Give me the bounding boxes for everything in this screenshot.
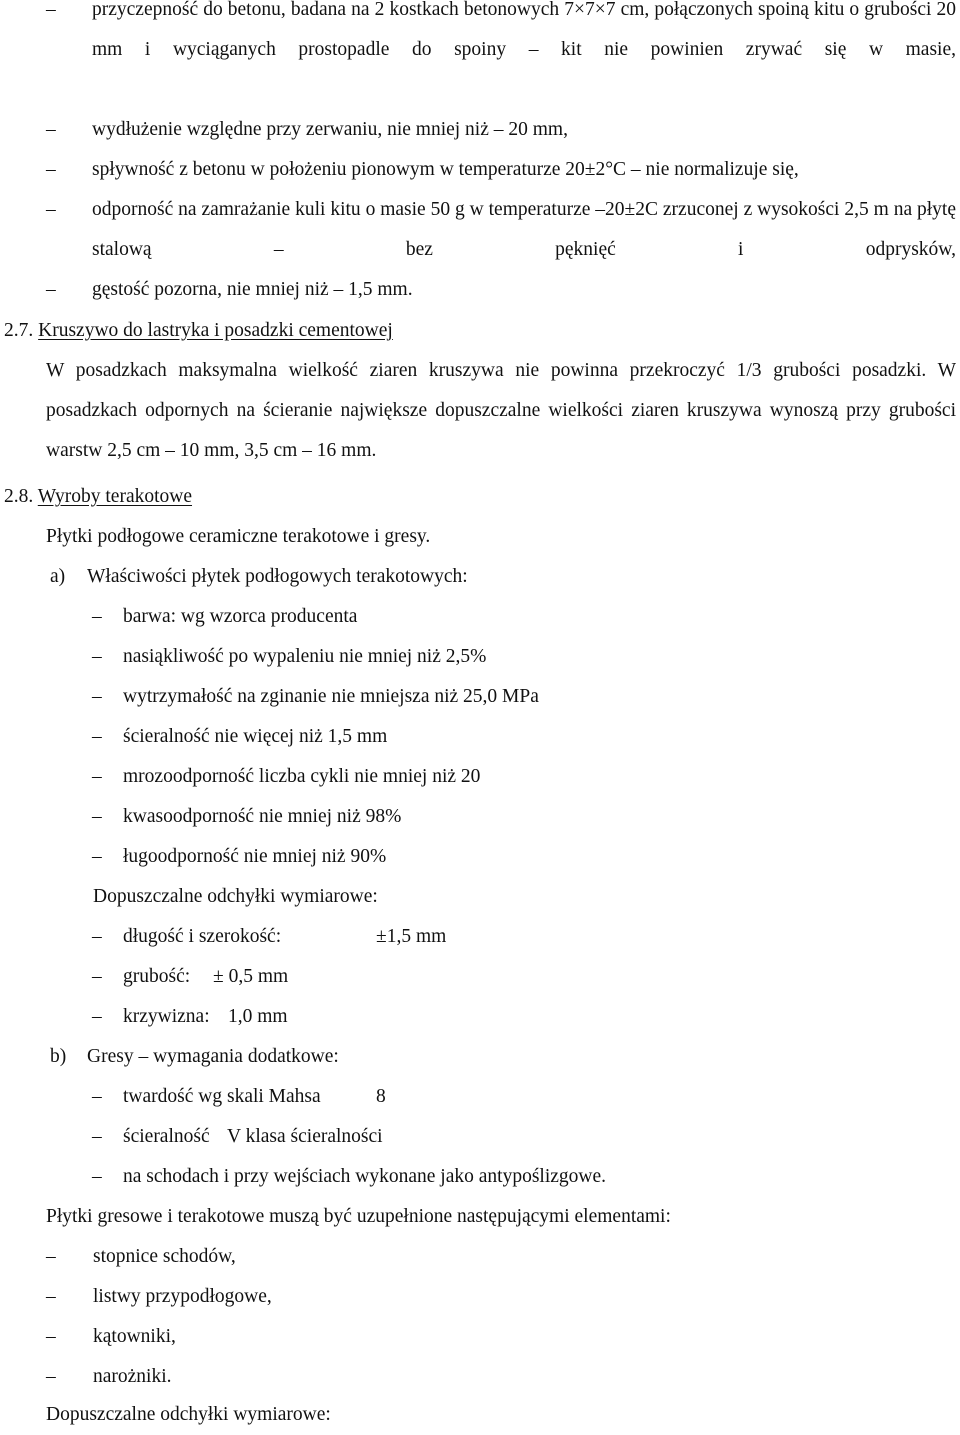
tolerance-label: długość i szerokość: [123,926,282,947]
list-dash: – [92,766,102,787]
section-number: 2.7. [4,320,34,341]
list-dash: – [46,119,56,140]
section-heading-2-7 [4,311,393,351]
list-item-text: nasiąkliwość po wypaleniu nie mniej niż 2,5% [123,646,487,667]
list-item: wydłużenie względne przy zerwaniu, nie mniej niż – 20 mm, [92,119,568,140]
list-item: gęstość pozorna, nie mniej niż – 1,5 mm. [92,279,413,300]
subsection-title: Właściwości płytek podłogowych terakotowych: [87,566,468,587]
tolerance-value: ± 0,5 mm [213,966,289,987]
list-item: odporność na zamrażanie kuli kitu o masie 50 g w temperaturze –20±2C zrzuconej z wysokości 2,5 m na płytę stalową – bez pęknięć i odprysków, [92,199,956,260]
tolerance-label: krzywizna: [123,1006,210,1027]
complement-title: Płytki gresowe i terakotowe muszą być uzupełnione następującymi elementami: [46,1206,671,1227]
list-dash: – [46,1246,56,1267]
subsection-a [50,557,468,597]
section-number: 2.8. [4,486,34,507]
list-dash: – [92,726,102,747]
list-dash: – [46,1366,56,1387]
tolerance-value: 1,0 mm [228,1006,288,1027]
subsection-b [50,1037,339,1077]
final-line: Dopuszczalne odchyłki wymiarowe: [46,1404,331,1425]
section-title: Kruszywo do lastryka i posadzki cementowej [38,320,393,341]
list-dash: – [92,926,102,947]
list-item: przyczepność do betonu, badana na 2 kostkach betonowych 7×7×7 cm, połączonych spoiną kitu o grubości 20 mm i wyciąganych prostopadle do spoiny – kit nie powinien zrywać się w masie, [92,0,956,60]
subsection-label: a) [50,566,66,587]
section-intro: Płytki podłogowe ceramiczne terakotowe i gresy. [46,526,431,547]
tolerance-value: ±1,5 mm [376,926,447,947]
list-dash: – [92,1086,102,1107]
list-dash: – [92,966,102,987]
list-dash: – [46,279,56,300]
list-item-text: kątowniki, [93,1326,176,1347]
tolerance-title: Dopuszczalne odchyłki wymiarowe: [93,886,378,907]
subsection-label: b) [50,1046,67,1067]
list-item-value: 8 [376,1086,386,1107]
list-dash: – [92,806,102,827]
list-dash: – [92,686,102,707]
list-item-text: ługoodporność nie mniej niż 90% [123,846,387,867]
list-item-text: narożniki. [93,1366,172,1387]
list-item-label: ścieralność [123,1126,210,1147]
list-item-text: barwa: wg wzorca producenta [123,606,358,627]
list-dash: – [46,1326,56,1347]
list-item-value: V klasa ścieralności [227,1126,383,1147]
list-item-text: ścieralność nie więcej niż 1,5 mm [123,726,388,747]
list-dash: – [92,846,102,867]
list-dash: – [92,1126,102,1147]
list-dash: – [46,199,56,220]
list-item-label: twardość wg skali Mahsa [123,1086,321,1107]
section-heading-2-8 [4,477,192,517]
list-item-label: na schodach i przy wejściach wykonane jako antypoślizgowe. [123,1166,607,1187]
list-item-text: wytrzymałość na zginanie nie mniejsza niż 25,0 MPa [123,686,539,707]
list-dash: – [92,646,102,667]
section-body: W posadzkach maksymalna wielkość ziaren kruszywa nie powinna przekroczyć 1/3 grubości posadzki. W posadzkach odpornych na ścieranie największe dopuszczalne wielkości ziaren kruszywa wynoszą przy grubości warstw 2,5 cm – 10 mm, 3,5 cm – 16 mm. [46,360,956,461]
list-dash: – [92,1166,102,1187]
list-dash: – [92,606,102,627]
list-dash: – [92,1006,102,1027]
list-item-text: mrozoodporność liczba cykli nie mniej niż 20 [123,766,481,787]
tolerance-label: grubość: [123,966,191,987]
list-item: spływność z betonu w położeniu pionowym w temperaturze 20±2°C – nie normalizuje się, [92,159,799,180]
list-dash: – [46,1286,56,1307]
section-title: Wyroby terakotowe [37,486,193,507]
list-item-text: listwy przypodłogowe, [93,1286,272,1307]
subsection-title: Gresy – wymagania dodatkowe: [87,1046,339,1067]
list-dash: – [46,159,56,180]
list-item-text: kwasoodporność nie mniej niż 98% [123,806,402,827]
list-dash: – [46,0,56,20]
list-item-text: stopnice schodów, [93,1246,236,1267]
